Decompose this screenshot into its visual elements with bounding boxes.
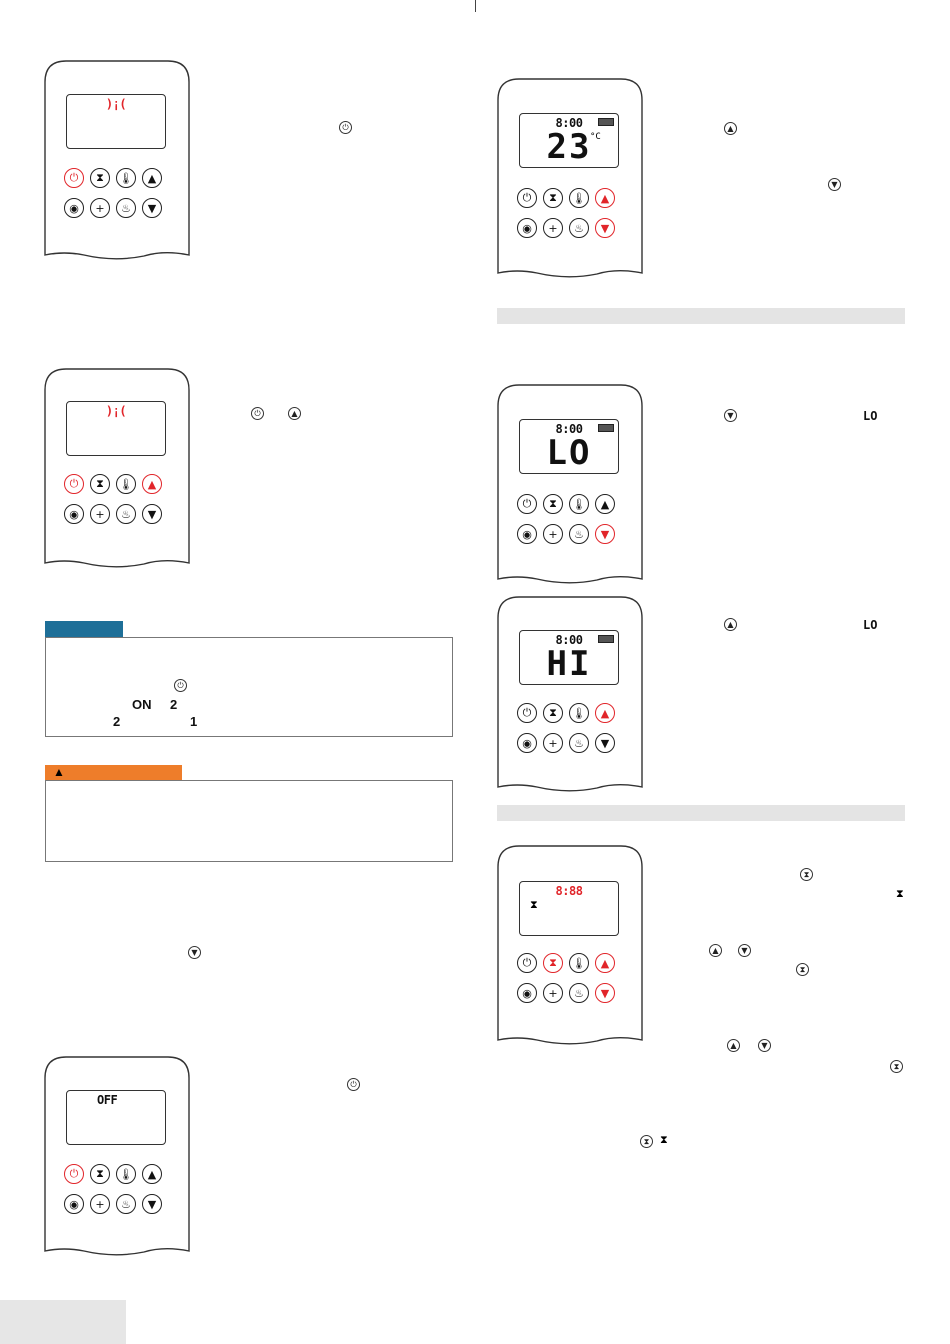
lcd-screen [66, 401, 166, 456]
lo-label: LO [863, 409, 878, 423]
remote-outline [497, 384, 643, 584]
battery-icon [598, 424, 614, 432]
button-row-bottom [517, 218, 615, 238]
remote-control-6 [497, 845, 643, 1045]
step-number: 2 [170, 697, 178, 712]
eco-button[interactable]: ◉ [517, 983, 537, 1003]
thermometer-button[interactable]: 🌡 [569, 703, 589, 723]
lcd-screen [519, 881, 619, 936]
button-row-top [517, 494, 615, 514]
timer-button[interactable]: ⧗ [90, 1164, 110, 1184]
up-button[interactable]: ▲ [142, 168, 162, 188]
lcd-flash-indicator: )¡( [105, 404, 127, 418]
page-footer-tab [0, 1300, 126, 1344]
up-arrow-icon: ▲ [727, 1039, 740, 1052]
fan-button[interactable]: + [90, 1194, 110, 1214]
timer-button[interactable]: ⧗ [543, 188, 563, 208]
timer-button[interactable]: ⧗ [543, 703, 563, 723]
thermometer-button[interactable]: 🌡 [569, 188, 589, 208]
lcd-screen [519, 113, 619, 168]
lcd-flash-indicator: )¡( [105, 97, 127, 111]
section-header-bar-1 [497, 308, 905, 324]
button-row-bottom [64, 198, 162, 218]
battery-icon [598, 118, 614, 126]
remote-outline [44, 60, 190, 260]
step-number: 2 [113, 714, 121, 729]
remote-control-3 [44, 368, 190, 568]
button-row-bottom [64, 504, 162, 524]
down-button[interactable]: ▼ [595, 218, 615, 238]
power-icon: ⏻ [174, 679, 187, 692]
power-button[interactable]: ⏻ [64, 474, 84, 494]
note-box [45, 637, 453, 737]
on-label: ON [132, 697, 152, 712]
up-arrow-icon: ▲ [288, 407, 301, 420]
down-button[interactable]: ▼ [595, 733, 615, 753]
timer-button[interactable]: ⧗ [90, 474, 110, 494]
lo-label: LO [863, 618, 878, 632]
remote-outline [497, 845, 643, 1045]
remote-control-4 [497, 384, 643, 584]
flame-button[interactable]: ♨ [569, 733, 589, 753]
fan-button[interactable]: + [543, 983, 563, 1003]
fan-button[interactable]: + [543, 733, 563, 753]
power-button[interactable]: ⏻ [517, 953, 537, 973]
down-button[interactable]: ▼ [595, 983, 615, 1003]
timer-icon: ⧗ [796, 963, 809, 976]
button-row-bottom [64, 1194, 162, 1214]
power-icon: ⏻ [347, 1078, 360, 1091]
lcd-time: 8:00 [555, 633, 583, 647]
eco-button[interactable]: ◉ [517, 218, 537, 238]
power-button[interactable]: ⏻ [517, 703, 537, 723]
up-button[interactable]: ▲ [142, 1164, 162, 1184]
down-arrow-icon: ▼ [828, 178, 841, 191]
lcd-screen [519, 630, 619, 685]
down-button[interactable]: ▼ [142, 198, 162, 218]
eco-button[interactable]: ◉ [64, 1194, 84, 1214]
lcd-screen [66, 94, 166, 149]
power-button[interactable]: ⏻ [64, 1164, 84, 1184]
fan-button[interactable]: + [543, 524, 563, 544]
lcd-main-value: LO [546, 433, 592, 473]
step-number: 1 [190, 714, 198, 729]
timer-button[interactable]: ⧗ [543, 494, 563, 514]
lcd-status: OFF [97, 1093, 118, 1107]
remote-outline [44, 1056, 190, 1256]
flame-button[interactable]: ♨ [116, 198, 136, 218]
flame-button[interactable]: ♨ [569, 983, 589, 1003]
timer-icon: ⧗ [660, 1134, 668, 1146]
column-divider-tick [475, 0, 476, 12]
thermometer-button[interactable]: 🌡 [116, 168, 136, 188]
timer-icon: ⧗ [890, 1060, 903, 1073]
thermometer-button[interactable]: 🌡 [116, 1164, 136, 1184]
up-button[interactable]: ▲ [595, 188, 615, 208]
timer-icon: ⧗ [800, 868, 813, 881]
remote-outline [44, 368, 190, 568]
remote-outline [497, 596, 643, 792]
timer-button[interactable]: ⧗ [543, 953, 563, 973]
button-row-top [64, 168, 162, 188]
power-icon: ⏻ [251, 407, 264, 420]
eco-button[interactable]: ◉ [517, 733, 537, 753]
power-button[interactable]: ⏻ [517, 188, 537, 208]
flame-button[interactable]: ♨ [569, 524, 589, 544]
button-row-top [64, 1164, 162, 1184]
up-button[interactable]: ▲ [595, 953, 615, 973]
down-button[interactable]: ▼ [142, 504, 162, 524]
lcd-unit: °C [590, 132, 601, 142]
battery-icon [598, 635, 614, 643]
lcd-time: 8:00 [555, 116, 583, 130]
lcd-screen [66, 1090, 166, 1145]
button-row-top [517, 703, 615, 723]
remote-control-5 [497, 596, 643, 792]
down-arrow-icon: ▼ [724, 409, 737, 422]
button-row-top [517, 188, 615, 208]
down-button[interactable]: ▼ [595, 524, 615, 544]
down-button[interactable]: ▼ [142, 1194, 162, 1214]
warning-tag [45, 765, 182, 780]
timer-button[interactable]: ⧗ [90, 168, 110, 188]
up-button[interactable]: ▲ [595, 703, 615, 723]
timer-icon: ⧗ [640, 1135, 653, 1148]
warning-icon: ▲ [53, 765, 65, 779]
remote-control-7 [44, 1056, 190, 1256]
timer-icon: ⧗ [896, 888, 904, 900]
up-arrow-icon: ▲ [724, 618, 737, 631]
fan-button[interactable]: + [90, 504, 110, 524]
button-row-bottom [517, 733, 615, 753]
fan-button[interactable]: + [543, 218, 563, 238]
up-button[interactable]: ▲ [142, 474, 162, 494]
lcd-screen [519, 419, 619, 474]
warning-box [45, 780, 453, 862]
lcd-main-value: HI [546, 644, 592, 684]
button-row-bottom [517, 524, 615, 544]
down-arrow-icon: ▼ [738, 944, 751, 957]
remote-outline [497, 78, 643, 278]
flame-button[interactable]: ♨ [116, 1194, 136, 1214]
down-arrow-icon: ▼ [188, 946, 201, 959]
remote-control-1 [44, 60, 190, 260]
power-icon: ⏻ [339, 121, 352, 134]
lcd-temperature: 23 [546, 127, 592, 167]
lcd-time: 8:00 [555, 422, 583, 436]
flame-button[interactable]: ♨ [569, 218, 589, 238]
up-arrow-icon: ▲ [709, 944, 722, 957]
button-row-top [517, 953, 615, 973]
button-row-top [64, 474, 162, 494]
flame-button[interactable]: ♨ [116, 504, 136, 524]
eco-button[interactable]: ◉ [64, 198, 84, 218]
timer-icon: ⧗ [530, 898, 538, 911]
section-header-bar-2 [497, 805, 905, 821]
thermometer-button[interactable]: 🌡 [569, 494, 589, 514]
lcd-time-flashing: 8:88 [555, 884, 583, 898]
eco-button[interactable]: ◉ [64, 504, 84, 524]
note-tag [45, 621, 123, 637]
thermometer-button[interactable]: 🌡 [116, 474, 136, 494]
remote-control-2 [497, 78, 643, 278]
thermometer-button[interactable]: 🌡 [569, 953, 589, 973]
fan-button[interactable]: + [90, 198, 110, 218]
power-button[interactable]: ⏻ [64, 168, 84, 188]
up-button[interactable]: ▲ [595, 494, 615, 514]
eco-button[interactable]: ◉ [517, 524, 537, 544]
button-row-bottom [517, 983, 615, 1003]
up-arrow-icon: ▲ [724, 122, 737, 135]
down-arrow-icon: ▼ [758, 1039, 771, 1052]
power-button[interactable]: ⏻ [517, 494, 537, 514]
